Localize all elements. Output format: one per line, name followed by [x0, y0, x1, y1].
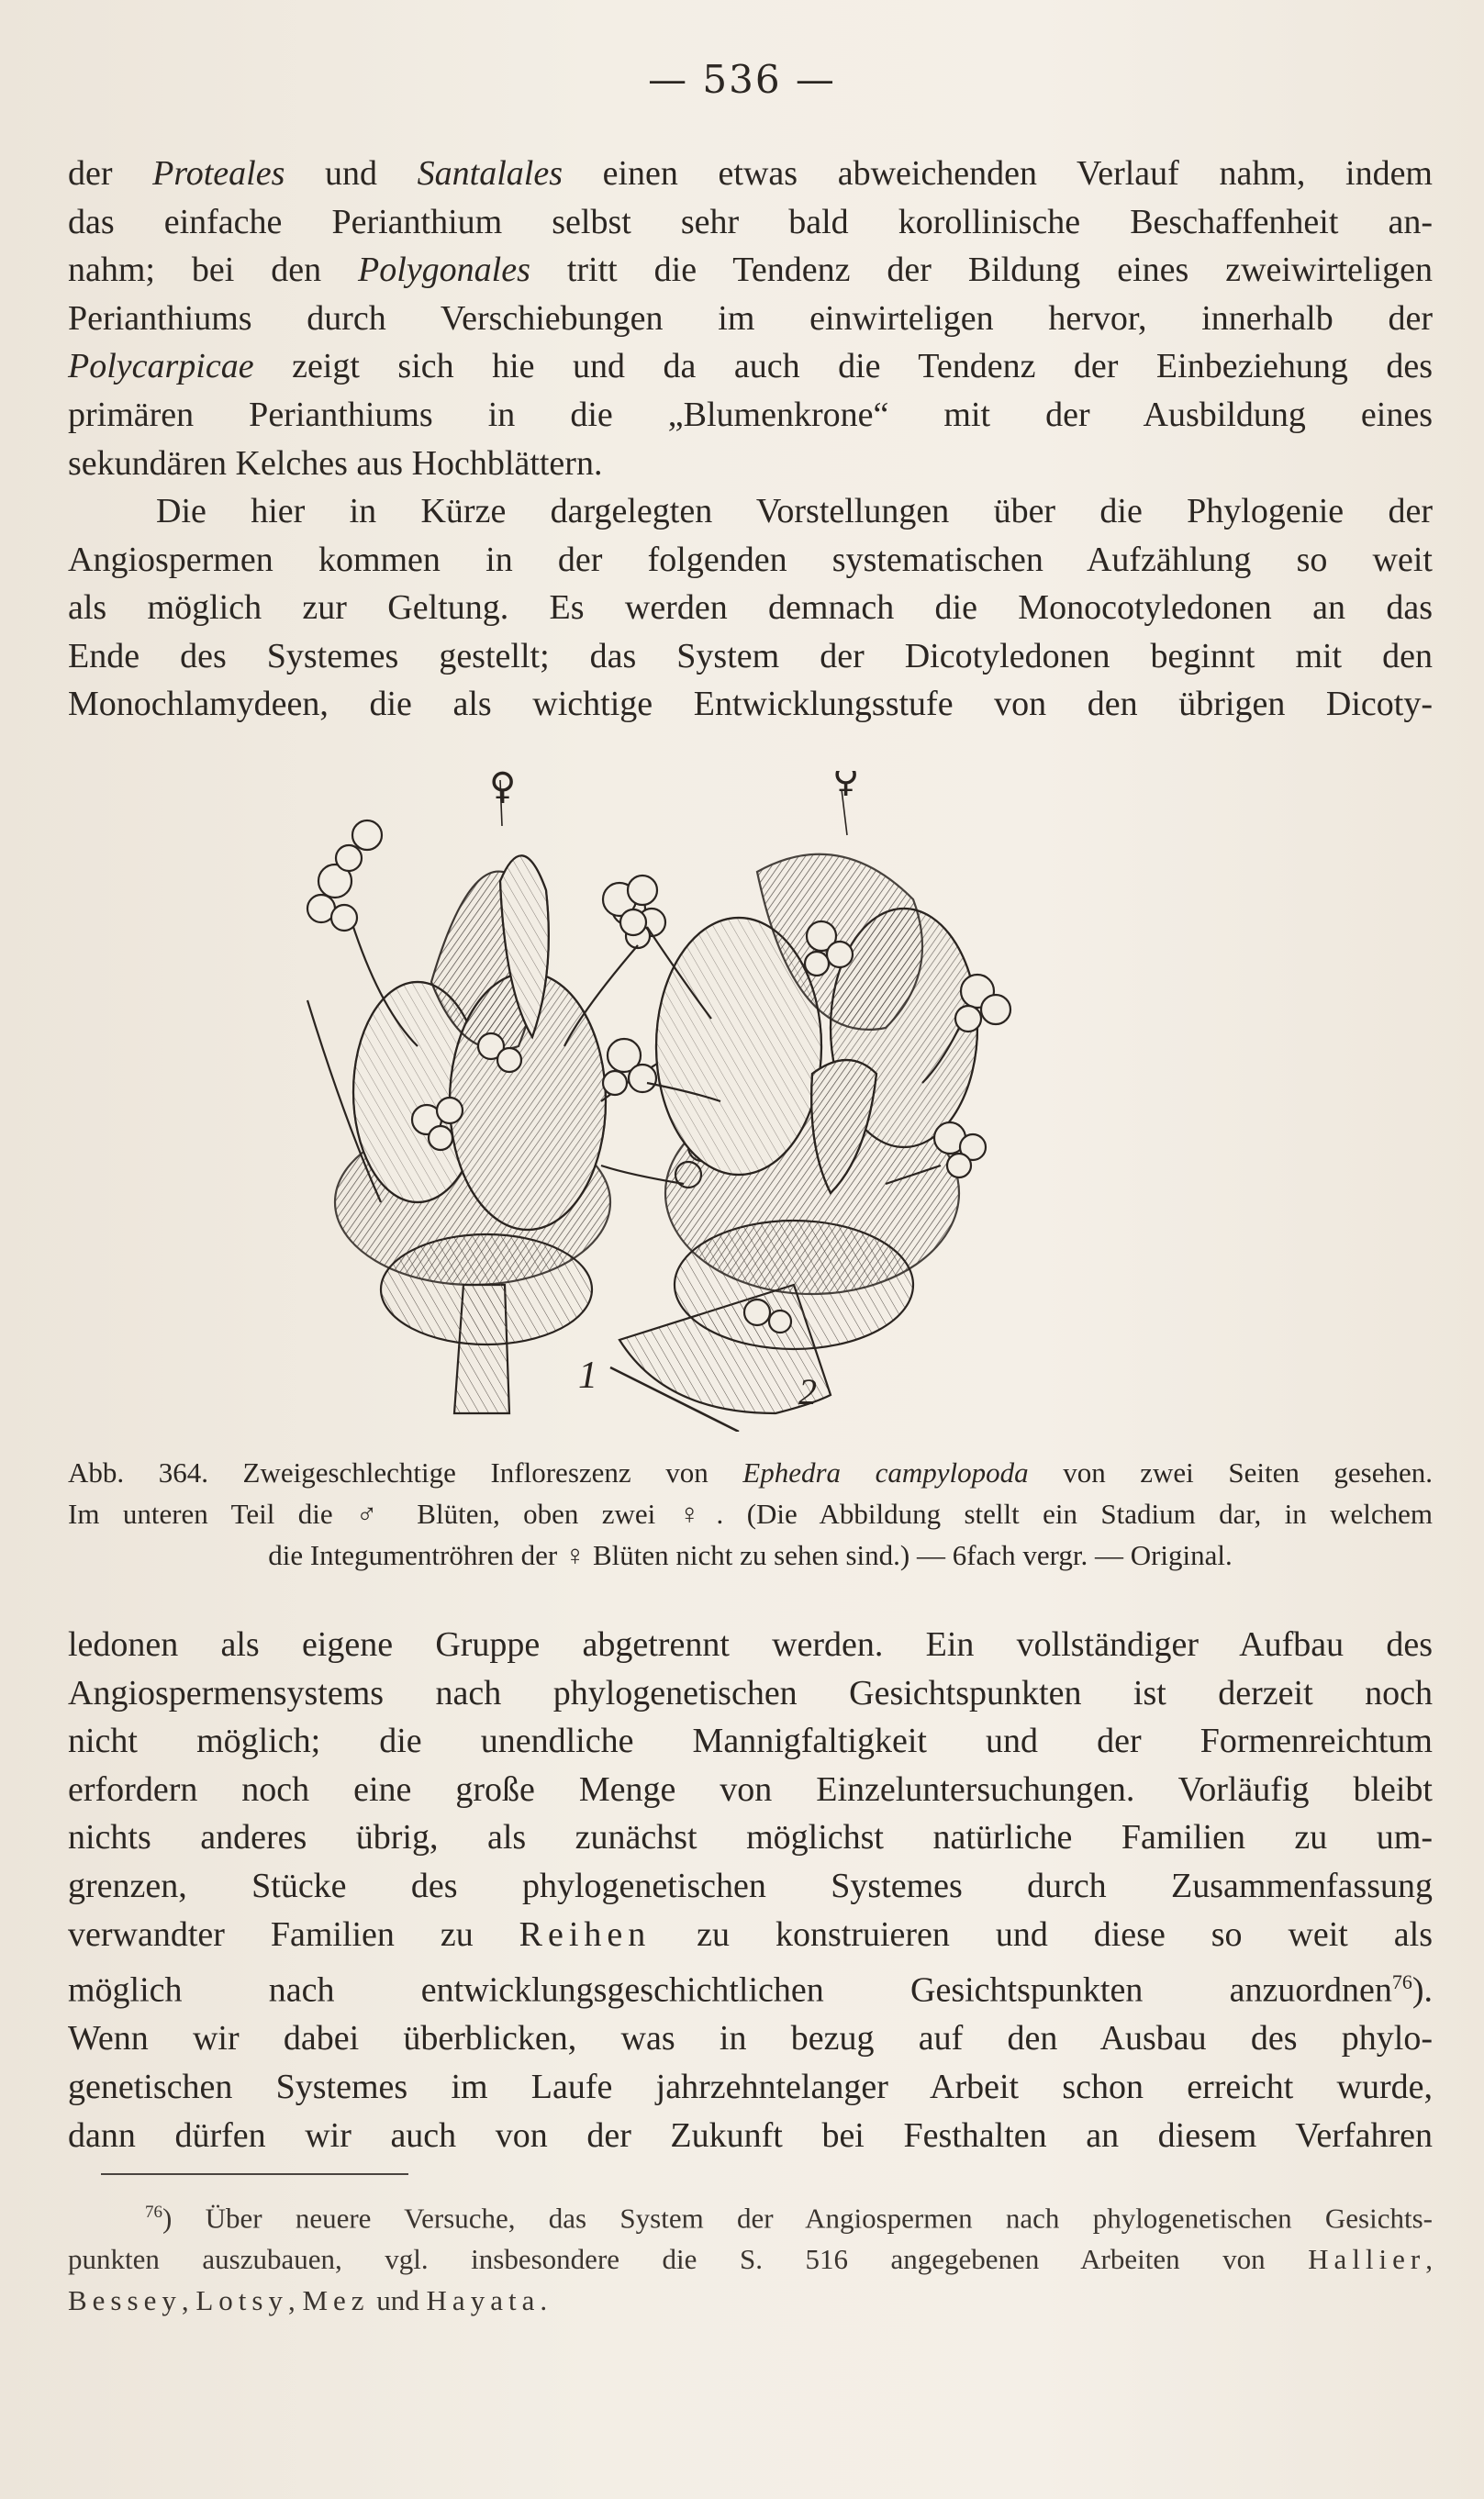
footnote-line: $^{76}$) Über neuere Versuche, das System der Angiospermen nach phylogenetischen Gesichts- [145, 2202, 1433, 2235]
panel-label-2: 2 [798, 1371, 817, 1412]
text-line: Wenn wir dabei überblicken, was in bezug auf den Ausbau des phylo- [68, 2019, 1433, 2058]
text-line: nicht möglich; die unendliche Mannigfaltigkeit und der Formenreichtum [68, 1722, 1433, 1761]
text-line: verwandter Familien zu Reihen zu konstruieren und diese so weit als [68, 1914, 1433, 1954]
footnote-number: 76 [145, 2203, 162, 2222]
footnote-line: Bessey, Lotsy, Mez und Hayata. [68, 2284, 548, 2317]
taxon-name: Polycarpicae [68, 347, 254, 386]
text-line: Ende des Systemes gestellt; das System der Dicotyledonen beginnt mit den [68, 636, 1433, 675]
text-line: primären Perianthiums in die „Blumenkrone“ mit der Ausbildung eines [68, 395, 1433, 434]
text-line: Angiospermensystems nach phylogenetischen Gesichtspunkten ist derzeit noch [68, 1673, 1433, 1712]
text-line: Polycarpicae zeigt sich hie und da auch die Tendenz der Einbeziehung des [68, 347, 1433, 386]
text-line: dann dürfen wir auch von der Zukunft bei Festhalten an diesem Verfahren [68, 2115, 1433, 2155]
taxon-name: Polygonales [358, 251, 530, 290]
author-name: Hallier [1308, 2243, 1426, 2276]
text-line: erfordern noch eine große Menge von Einzeluntersuchungen. Vorläufig bleibt [68, 1769, 1433, 1809]
text-line: grenzen, Stücke des phylogenetischen Systemes durch Zusammenfassung [68, 1866, 1433, 1905]
footnote-ref[interactable]: 76 [1391, 1970, 1412, 1994]
botanical-illustration [280, 771, 1234, 1432]
text-line: nahm; bei den Polygonales tritt die Tendenz der Bildung eines zweiwirteligen [68, 251, 1433, 290]
text-line: Monochlamydeen, die als wichtige Entwicklungsstufe von den übrigen Dicoty- [68, 685, 1433, 724]
caption-line: die Integumentröhren der ♀ Blüten nicht zu sehen sind.) — 6fach vergr. — Original. [268, 1539, 1233, 1571]
figure-caption [68, 1452, 1433, 1576]
author-name: Bessey [68, 2284, 182, 2317]
page-number: — 536 — [648, 57, 836, 102]
text-line: sekundären Kelches aus Hochblättern. [68, 443, 603, 483]
text-line: genetischen Systemes im Laufe jahrzehntelanger Arbeit schon erreicht wurde, [68, 2068, 1433, 2106]
taxon-name: Santalales [417, 154, 563, 193]
text-line: der Proteales und Santalales einen etwas abweichenden Verlauf nahm, indem [68, 154, 1433, 193]
caption-line: Abb. 364. Zweigeschlechtige Infloreszenz von Ephedra campylopoda von zwei Seiten gesehen. [68, 1456, 1433, 1489]
author-name: Mez [302, 2284, 370, 2317]
text-line: das einfache Perianthium selbst sehr bald korollinische Beschaffenheit an- [68, 202, 1433, 241]
text-line: Perianthiums durch Verschiebungen im einwirteligen hervor, innerhalb der [68, 298, 1433, 338]
caption-line: Im unteren Teil die ♂ Blüten, oben zwei ♀. (Die Abbildung stellt ein Stadium dar, in welchem [68, 1498, 1433, 1530]
species-name: Ephedra campylopoda [742, 1456, 1029, 1489]
paragraph-3 [68, 1621, 1433, 2159]
author-name: Hayata [426, 2284, 541, 2317]
panel-label-1: 1 [578, 1355, 597, 1397]
figure-ephedra-inflorescence [280, 771, 1234, 1432]
label-female-left: ♀ [489, 771, 517, 808]
paragraph-1 [68, 150, 1433, 487]
text-line: Die hier in Kürze dargelegten Vorstellungen über die Phylogenie der [156, 492, 1433, 530]
label-female-right: ♀ [832, 771, 860, 800]
text-line: als möglich zur Geltung. Es werden demnach die Monocotyledonen an das [68, 588, 1433, 628]
paragraph-2 [68, 487, 1433, 729]
emphasized-term: Reihen [519, 1914, 652, 1954]
specimen-2 [603, 789, 1010, 1432]
footnote-line: punkten auszubauen, vgl. insbesondere die S. 516 angegebenen Arbeiten von Hallier, [68, 2243, 1433, 2276]
text-line: möglich nach entwicklungsgeschichtlichen Gesichtspunkten anzuordnen$^{76}$). [68, 1970, 1433, 2010]
footnote-divider [101, 2173, 408, 2175]
text-line: nichts anderes übrig, als zunächst möglichst natürliche Familien zu um- [68, 1818, 1433, 1858]
text-line: Angiospermen kommen in der folgenden systematischen Aufzählung so weit [68, 540, 1433, 579]
text-line: ledonen als eigene Gruppe abgetrennt werden. Ein vollständiger Aufbau des [68, 1625, 1433, 1664]
footnote-76 [68, 2192, 1433, 2321]
author-name: Lotsy [195, 2284, 288, 2317]
taxon-name: Proteales [152, 154, 285, 193]
